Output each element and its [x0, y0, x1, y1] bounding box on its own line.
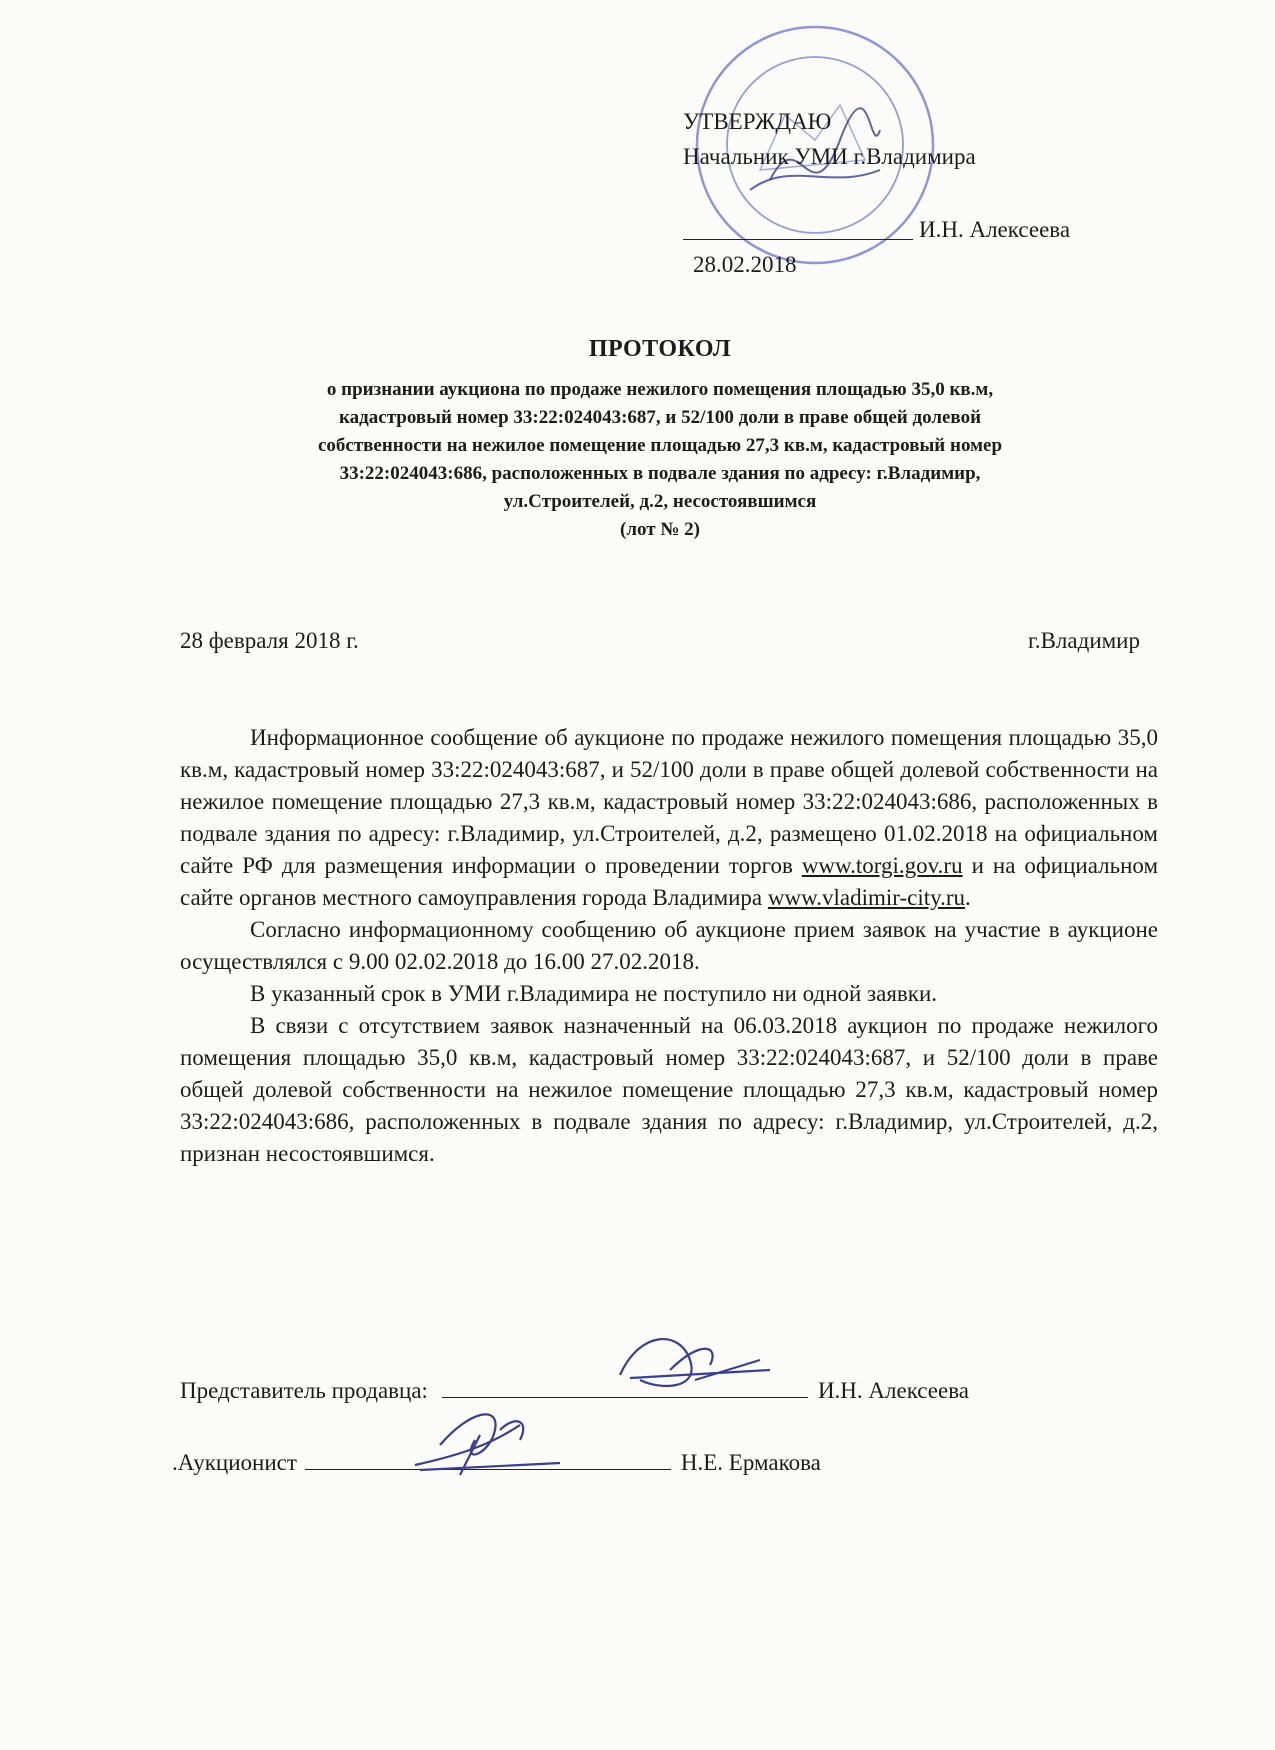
auctioneer-role: .Аукционист	[172, 1450, 297, 1475]
seller-role: Представитель продавца:	[180, 1378, 428, 1403]
approval-signature-row	[683, 212, 1123, 247]
document-body	[180, 722, 1158, 1170]
paragraph-4: В связи с отсутствием заявок назначенный на 06.03.2018 аукцион по продаже нежилого помещения площадью 35,0 кв.м, кадастровый номер 33:22:024043:687, и 52/100 доли в праве общей долевой собственности на нежилое помещение площадью 27,3 кв.м, кадастровый номер 33:22:024043:686, расположенных в подвале здания по адресу: г.Владимир, ул.Строителей, д.2, признан несостоявшимся.	[180, 1013, 1158, 1166]
approval-block	[683, 104, 1123, 282]
subtitle-line: ул.Строителей, д.2, несостоявшимся	[503, 491, 817, 512]
approval-heading: УТВЕРЖДАЮ	[683, 109, 832, 134]
auctioneer-name: Н.Е. Ермакова	[680, 1450, 821, 1475]
paragraph-3: В указанный срок в УМИ г.Владимира не поступило ни одной заявки.	[250, 981, 938, 1006]
subtitle-line: собственности на нежилое помещение площадью 27,3 кв.м, кадастровый номер	[317, 435, 1003, 456]
subtitle-line: кадастровый номер 33:22:024043:687, и 52/100 доли в праве общей долевой	[338, 407, 982, 428]
paragraph-1-end: .	[965, 885, 971, 910]
paragraph-2: Согласно информационному сообщению об аукционе прием заявок на участие в аукционе осуществлялся с 9.00 02.02.2018 до 16.00 27.02.2018.	[180, 917, 1158, 974]
seller-name: И.Н. Алексеева	[817, 1378, 969, 1403]
document-city: г.Владимир	[1028, 628, 1140, 653]
document-date: 28 февраля 2018 г.	[180, 628, 359, 653]
subtitle-line: (лот № 2)	[620, 519, 700, 540]
subtitle-line: о признании аукциона по продаже нежилого помещения площадью 35,0 кв.м,	[326, 379, 994, 400]
signature-line	[683, 238, 913, 240]
date-line	[180, 628, 1140, 654]
paragraph-1-mid: и на официальном сайте органов местного самоуправления города Владимира	[180, 853, 1159, 910]
document-title: ПРОТОКОЛ	[588, 336, 732, 362]
handwritten-signature-icon	[600, 1320, 780, 1400]
paragraph-1	[180, 722, 1158, 914]
paragraph-1-text: Информационное сообщение об аукционе по продаже нежилого помещения площадью 35,0 кв.м, кадастровый номер 33:22:024043:687, и 52/100 доли в праве общей долевой собственности на нежилое помещение площадью 27,3 кв.м, кадастровый номер 33:22:024043:686, расположенных в подвале здания по адресу: г.Владимир, ул.Строителей, д.2, размещено 01.02.2018 на официальном сайте РФ для размещения информации о проведении торгов	[180, 725, 1158, 878]
handwritten-signature-icon	[400, 1395, 570, 1485]
subtitle-line: 33:22:024043:686, расположенных в подвале здания по адресу: г.Владимир,	[339, 463, 981, 484]
approval-signer: И.Н. Алексеева	[919, 217, 1071, 242]
vladimir-city-link[interactable]: www.vladimir-city.ru	[767, 885, 966, 910]
document-subtitle	[160, 376, 1160, 544]
signature-row-seller	[180, 1378, 969, 1404]
approval-date: 28.02.2018	[693, 252, 797, 277]
approval-position: Начальник УМИ г.Владимира	[683, 144, 976, 169]
torgi-link[interactable]: www.torgi.gov.ru	[801, 853, 963, 878]
